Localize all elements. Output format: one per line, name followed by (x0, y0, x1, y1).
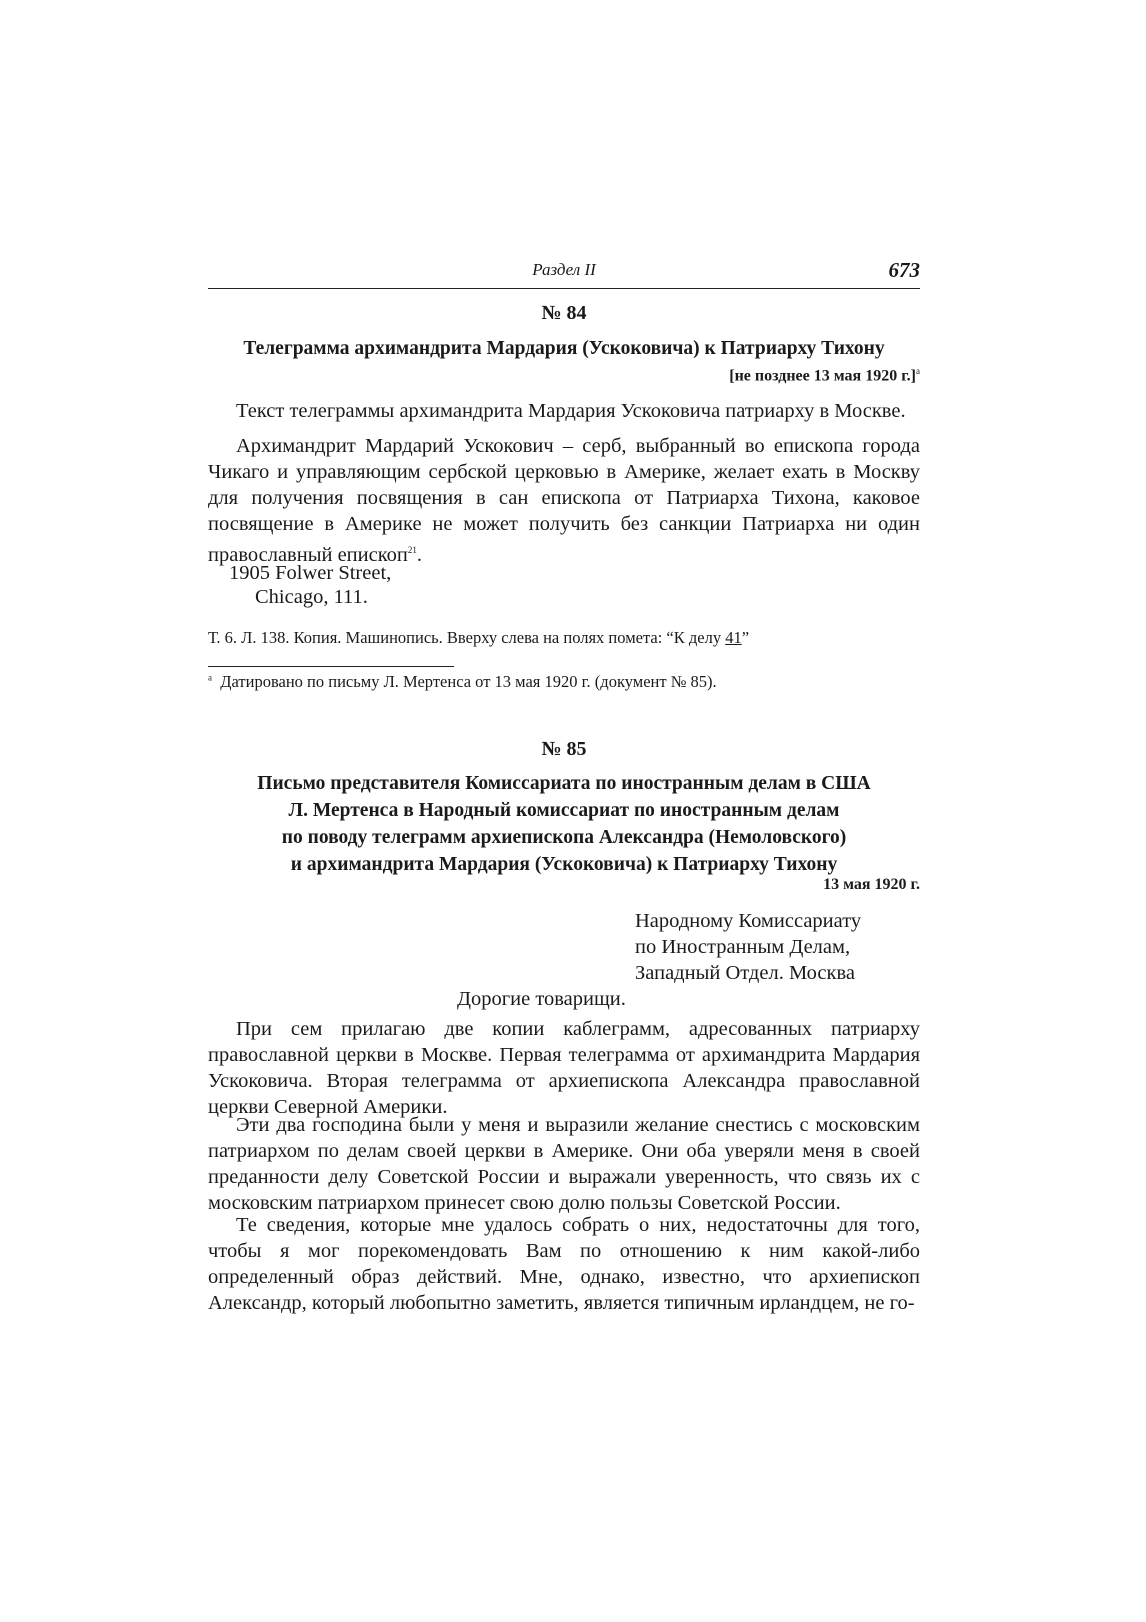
doc85-paragraph-2: Эти два господина были у меня и выразили желание снестись с московским патриархом по делам своей церкви в Америке. Они оба уверяли меня в своей преданности делу Советской России и выражали уверенность, что связь их с московским патриархом принесет свою долю пользы Советской России. (208, 1114, 920, 1214)
doc84-date-text: [не позднее 13 мая 1920 г.] (729, 367, 916, 385)
archive-text: Т. 6. Л. 138. Копия. Машинопись. Вверху слева на полях помета: “К делу (208, 628, 726, 647)
addressee-line: Народному Комиссариату (635, 910, 862, 932)
doc85-date: 13 мая 1920 г. (823, 876, 920, 893)
doc84-footnote (208, 672, 920, 692)
doc85-title-line: Л. Мертенса в Народный комиссариат по иностранным делам (288, 800, 840, 821)
doc85-salutation: Дорогие товарищи. (457, 988, 626, 1010)
archive-end: ” (741, 628, 750, 647)
footnote-divider (208, 666, 454, 667)
addressee-line: Западный Отдел. Москва (635, 962, 855, 984)
running-header (208, 258, 920, 289)
doc84-body-text: Архимандрит Мардарий Ускокович – серб, выбранный во епископа города Чикаго и управляющим сербской церковью в Америке, желает ехать в Москву для получения посвящения в сан епископа от Патриарха Тихона, каковое посвящение в Америке не может получить без санкции Патриарха ни один православный епископ (208, 435, 920, 566)
doc84-body: Архимандрит Мардарий Ускокович – серб, выбранный во епископа города Чикаго и управляющим сербской церковью в Америке, желает ехать в Москву для получения посвящения в сан епископа от Патриарха Тихона, каковое посвящение в Америке не может получить без санкции Патриарха ни один православный епископ$^{21}$. (208, 435, 920, 566)
addressee-line: по Иностранным Делам, (635, 936, 851, 958)
doc84-address-line2: Chicago, 111. (255, 586, 368, 608)
doc84-title: Телеграмма архимандрита Мардария (Ускоковича) к Патриарху Тихону (243, 338, 885, 359)
doc85-number: № 85 (541, 738, 587, 760)
doc85-title (208, 770, 920, 878)
doc84-number: № 84 (541, 302, 587, 324)
footnote-text: Датировано по письму Л. Мертенса от 13 мая 1920 г. (документ № 85). (220, 672, 717, 691)
archive-ref: 41 (725, 628, 742, 647)
doc85-addressee (635, 908, 861, 986)
doc85-title-line: по поводу телеграмм архиепископа Александра (Немоловского) (281, 827, 847, 848)
doc85-paragraph-1: При сем прилагаю две копии каблеграмм, адресованных патриарху православной церкви в Москве. Первая телеграмма от архимандрита Мардария Ускоковича. Вторая телеграмма от архиепископа Александра православной церкви Северной Америки. (208, 1018, 920, 1118)
doc84-date-footnote-mark: а (916, 366, 920, 376)
doc84-body-note: 21 (407, 545, 417, 555)
doc84-intro: Текст телеграммы архимандрита Мардария Ускоковича патриарху в Москве. (236, 400, 906, 422)
doc85-title-line: и архимандрита Мардария (Ускоковича) к Патриарху Тихону (290, 854, 838, 875)
doc85-title-line: Письмо представителя Комиссариата по иностранным делам в США (257, 773, 871, 794)
page-number: 673 (888, 258, 920, 282)
doc84-date (208, 366, 920, 385)
footnote-mark: а (208, 672, 212, 683)
doc85-paragraph-3: Те сведения, которые мне удалось собрать о них, недостаточны для того, чтобы я мог порекомендовать Вам по отношению к ним какой-либо определенный образ действий. Мне, однако, известно, что архиепископ Александр, который любопытно заметить, является типичным ирландцем, не го- (208, 1214, 920, 1314)
doc84-address-line1: 1905 Folwer Street, (229, 562, 392, 584)
section-title: Раздел II (532, 260, 596, 279)
doc84-archive-note (208, 628, 920, 648)
